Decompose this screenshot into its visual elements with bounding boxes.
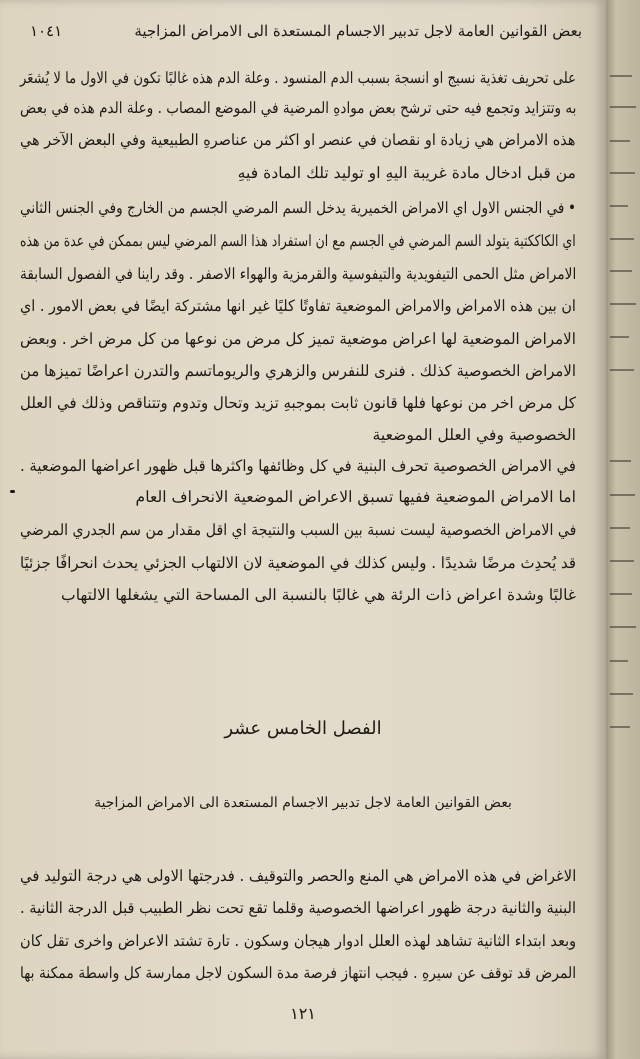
body-line: الاغراض في هذه الامراض هي المنع والحصر والتوقيف . فدرجتها الاولى هي درجة التوليد في (19, 867, 576, 885)
chapter-title: بعض القوانين العامة لاجل تدبير الاجسام المستعدة الى الامراض المزاجية (94, 795, 512, 811)
body-line: الامراض مثل الحمى التيفويدية والتيفوسية والقرمزية والهواء الاصفر . وقد راينا في الفصول السابقة (19, 265, 576, 283)
body-line: اما الامراض الموضعية ففيها تسبق الاعراض الموضعية الانحراف العام (135, 488, 576, 506)
body-line: ان بين هذه الامراض والامراض الموضعية تفاوتًا كليًا غير انها مشتركة ايضًا في بعض الامور . اي (20, 297, 576, 315)
body-line: الامراض الخصوصية كذلك . فنرى للنفرس والزهري والريوماتسم والتدرن اعراضًا تميزها من (19, 362, 576, 380)
header-title: بعض القوانين العامة لاجل تدبير الاجسام المستعدة الى الامراض المزاجية (134, 22, 582, 40)
footer-page-number: ١٢١ (290, 1004, 316, 1023)
body-line: به وتتزايد وتجمع فيه حتى ترشح بعض موادهِ المرضية في الموضع المصاب . وعلة الدم هذه في بعض (19, 99, 576, 117)
body-line: المرض قد توقف عن سيرهِ . فيجب انتهاز فرصة مدة السكون لاجل ممارسة كل واسطة ممكنة بها (19, 964, 576, 982)
body-line: الامراض الموضعية لها اعراض موضعية تميز كل مرض من نوعها من كل مرض اخر . وبعض (20, 330, 576, 348)
body-line: في الامراض الخصوصية ليست نسبة بين السبب والنتيجة اي اقل مقدار من سم الجدري المرضي (19, 521, 576, 539)
body-line: كل مرض اخر من نوعها فلها قانون ثابت بموجبهِ تزيد وتحال وتدوم وتتناقص وذلك في العلل (19, 394, 576, 412)
body-line: • في الجنس الاول اي الامراض الخميرية يدخل السم المرضي الجسم من الخارج وفي الجنس الثاني (20, 198, 576, 218)
body-line: اي الكاككتية يتولد السم المرضي في الجسم مع ان استفراد هذا السم المرضي ليس بممكن في عدة من هذه (20, 232, 576, 250)
chapter-heading: الفصل الخامس عشر (224, 718, 382, 739)
ink-speck (10, 490, 15, 493)
body-line: الخصوصية وفي العلل الموضعية (372, 426, 576, 444)
body-line: البنية والثانية درجة ظهور اعراضها الخصوصية وقلما تقع تحت نظر الطبيب قبل الدرجة الثانية . (19, 899, 576, 917)
running-header (30, 22, 582, 40)
body-line: غالبًا وشدة اعراض ذات الرئة هي غالبًا بالنسبة الى المساحة التي يشغلها الالتهاب (61, 586, 576, 604)
body-line: من قبل ادخال مادة غريبة اليهِ او توليد تلك المادة فيهِ (237, 164, 576, 182)
header-page-number: ١٠٤١ (30, 22, 63, 40)
body-line: هذه الامراض هي زيادة او نقصان في عنصر او اكثر من عناصرهِ الطبيعية وفي البعض الآخر هي (20, 131, 576, 149)
body-line: وبعد ابتداء الثانية تشاهد لهذه العلل ادوار هيجان وسكون . تارة تشتد الاعراض واخرى تقل كان (19, 932, 576, 950)
body-line: قد يُحدِث مرضًا شديدًا . وليس كذلك في الموضعية لان الالتهاب الجزئي يحدث انحرافًا جزئيًا (19, 554, 576, 572)
body-line: على تحريف تغذية نسيج او انسجة بسبب الدم المنسود . وعلة الدم هذه غالبًا تكون في الاول ما لا يُشعَر (20, 69, 576, 87)
adjacent-page-edge (606, 0, 640, 1059)
body-line: في الامراض الخصوصية تحرف البنية في كل وظائفها واكثرها قبل ظهور اعراضها الموضعية . (20, 457, 576, 475)
